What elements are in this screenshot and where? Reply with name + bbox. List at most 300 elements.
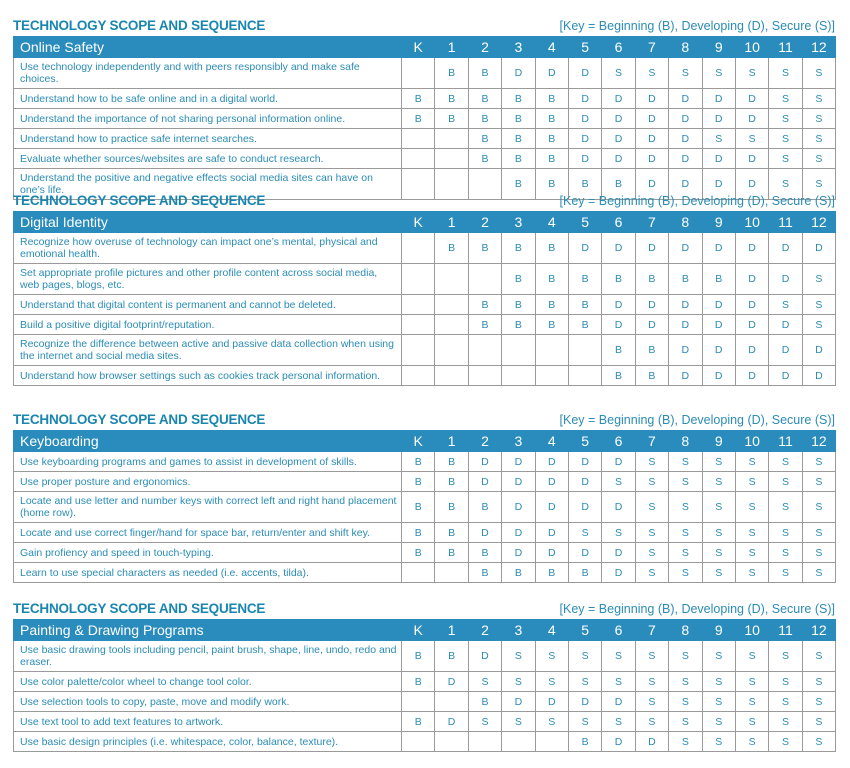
level-cell: [402, 264, 435, 295]
level-cell: D: [602, 452, 635, 472]
level-cell: D: [535, 452, 568, 472]
level-cell: D: [635, 233, 668, 264]
level-cell: D: [635, 295, 668, 315]
skill-description: Use text tool to add text features to artwork.: [14, 712, 402, 732]
level-cell: B: [435, 492, 468, 523]
grade-header: 2: [468, 212, 501, 233]
category-title: Online Safety: [14, 37, 402, 58]
level-cell: B: [502, 129, 535, 149]
level-cell: D: [468, 472, 501, 492]
grade-header: 12: [802, 212, 835, 233]
level-cell: D: [735, 89, 768, 109]
table-row: [14, 712, 836, 732]
level-cell: B: [435, 233, 468, 264]
level-cell: B: [669, 264, 702, 295]
level-cell: B: [468, 692, 501, 712]
level-cell: B: [535, 109, 568, 129]
level-cell: D: [535, 692, 568, 712]
level-cell: S: [769, 295, 802, 315]
level-cell: D: [568, 233, 601, 264]
grade-header: K: [402, 620, 435, 641]
level-cell: S: [769, 732, 802, 752]
level-cell: B: [535, 295, 568, 315]
level-cell: D: [602, 692, 635, 712]
grade-header: 11: [769, 212, 802, 233]
level-cell: S: [702, 452, 735, 472]
level-cell: D: [769, 366, 802, 386]
grade-header: 1: [435, 212, 468, 233]
grade-header: 10: [735, 37, 768, 58]
level-cell: B: [502, 89, 535, 109]
level-cell: B: [402, 109, 435, 129]
level-cell: D: [568, 109, 601, 129]
level-cell: B: [535, 149, 568, 169]
level-cell: [502, 366, 535, 386]
level-cell: S: [669, 712, 702, 732]
level-cell: [402, 149, 435, 169]
table-header-row: [14, 37, 836, 58]
level-cell: B: [702, 264, 735, 295]
level-cell: B: [502, 264, 535, 295]
level-cell: B: [468, 109, 501, 129]
level-cell: S: [802, 89, 835, 109]
level-cell: S: [669, 543, 702, 563]
skill-description: Understand the positive and negative effects social media sites can have on one’s life.: [14, 169, 402, 200]
level-cell: D: [735, 233, 768, 264]
level-cell: D: [435, 672, 468, 692]
level-cell: D: [468, 641, 501, 672]
level-cell: D: [702, 169, 735, 200]
section-online-safety: [13, 16, 835, 200]
table-header-row: [14, 431, 836, 452]
level-cell: S: [502, 672, 535, 692]
level-cell: B: [402, 89, 435, 109]
level-cell: B: [635, 335, 668, 366]
level-cell: S: [669, 492, 702, 523]
level-cell: D: [735, 169, 768, 200]
section-header: [13, 410, 835, 430]
level-cell: B: [568, 563, 601, 583]
skill-description: Recognize how overuse of technology can impact one’s mental, physical and emotional health.: [14, 233, 402, 264]
level-cell: S: [669, 58, 702, 89]
grade-header: 4: [535, 620, 568, 641]
level-cell: S: [735, 712, 768, 732]
grade-header: 12: [802, 37, 835, 58]
level-cell: B: [502, 149, 535, 169]
level-cell: B: [468, 563, 501, 583]
grade-header: 1: [435, 620, 468, 641]
level-cell: [402, 366, 435, 386]
table-row: [14, 89, 836, 109]
level-cell: B: [468, 58, 501, 89]
level-cell: D: [669, 335, 702, 366]
section-heading: TECHNOLOGY SCOPE AND SEQUENCE: [13, 193, 266, 208]
skill-description: Understand the importance of not sharing personal information online.: [14, 109, 402, 129]
level-cell: S: [802, 58, 835, 89]
level-cell: D: [769, 315, 802, 335]
level-cell: D: [802, 366, 835, 386]
level-cell: S: [702, 732, 735, 752]
grade-header: 2: [468, 620, 501, 641]
table-row: [14, 452, 836, 472]
grade-header: 7: [635, 431, 668, 452]
level-cell: S: [802, 129, 835, 149]
level-cell: S: [802, 692, 835, 712]
skill-description: Use color palette/color wheel to change tool color.: [14, 672, 402, 692]
level-cell: S: [702, 563, 735, 583]
grade-header: 4: [535, 37, 568, 58]
level-cell: B: [468, 315, 501, 335]
level-cell: B: [568, 295, 601, 315]
level-cell: S: [635, 712, 668, 732]
table-row: [14, 109, 836, 129]
level-cell: [468, 366, 501, 386]
level-cell: S: [635, 523, 668, 543]
grade-header: 3: [502, 212, 535, 233]
level-cell: D: [435, 712, 468, 732]
level-cell: S: [635, 472, 668, 492]
level-cell: B: [535, 129, 568, 149]
level-cell: B: [635, 366, 668, 386]
level-cell: D: [735, 264, 768, 295]
skill-description: Evaluate whether sources/websites are safe to conduct research.: [14, 149, 402, 169]
level-cell: B: [402, 523, 435, 543]
level-cell: B: [602, 335, 635, 366]
level-cell: D: [502, 492, 535, 523]
level-cell: S: [702, 472, 735, 492]
level-cell: S: [568, 641, 601, 672]
level-cell: S: [669, 472, 702, 492]
level-cell: D: [735, 109, 768, 129]
level-cell: D: [568, 129, 601, 149]
level-cell: S: [802, 641, 835, 672]
level-cell: D: [535, 492, 568, 523]
level-cell: S: [635, 641, 668, 672]
table-row: [14, 315, 836, 335]
skill-description: Set appropriate profile pictures and other profile content across social media, web pages, blogs, etc.: [14, 264, 402, 295]
level-cell: D: [602, 543, 635, 563]
level-cell: S: [802, 492, 835, 523]
grade-header: 8: [669, 37, 702, 58]
level-cell: S: [802, 264, 835, 295]
level-cell: D: [602, 732, 635, 752]
level-cell: S: [669, 452, 702, 472]
level-cell: S: [535, 641, 568, 672]
level-cell: B: [568, 732, 601, 752]
level-cell: S: [602, 712, 635, 732]
category-title: Digital Identity: [14, 212, 402, 233]
level-cell: S: [735, 563, 768, 583]
level-cell: D: [468, 452, 501, 472]
level-cell: B: [402, 452, 435, 472]
level-cell: B: [502, 233, 535, 264]
skill-description: Use proper posture and ergonomics.: [14, 472, 402, 492]
skill-description: Gain profiency and speed in touch-typing.: [14, 543, 402, 563]
grade-header: K: [402, 212, 435, 233]
level-cell: [402, 295, 435, 315]
level-cell: [435, 563, 468, 583]
level-cell: [402, 335, 435, 366]
table-row: [14, 149, 836, 169]
scope-table: [13, 36, 836, 200]
level-cell: S: [702, 523, 735, 543]
grade-header: K: [402, 37, 435, 58]
table-row: [14, 732, 836, 752]
level-cell: [402, 315, 435, 335]
level-cell: S: [769, 129, 802, 149]
level-cell: B: [435, 523, 468, 543]
level-cell: D: [502, 472, 535, 492]
level-cell: D: [735, 315, 768, 335]
level-cell: [468, 732, 501, 752]
level-cell: [402, 732, 435, 752]
level-cell: B: [468, 543, 501, 563]
level-cell: B: [635, 264, 668, 295]
level-cell: D: [468, 523, 501, 543]
grade-header: 5: [568, 37, 601, 58]
category-title: Painting & Drawing Programs: [14, 620, 402, 641]
level-cell: D: [702, 149, 735, 169]
level-cell: S: [602, 472, 635, 492]
skill-description: Understand how browser settings such as cookies track personal information.: [14, 366, 402, 386]
level-cell: S: [535, 712, 568, 732]
skill-description: Locate and use letter and number keys with correct left and right hand placement (home row).: [14, 492, 402, 523]
level-cell: D: [669, 295, 702, 315]
level-cell: D: [635, 89, 668, 109]
skill-description: Build a positive digital footprint/reputation.: [14, 315, 402, 335]
level-cell: [535, 335, 568, 366]
level-cell: D: [702, 335, 735, 366]
level-cell: S: [669, 732, 702, 752]
skill-description: Use selection tools to copy, paste, move and modify work.: [14, 692, 402, 712]
level-cell: S: [769, 672, 802, 692]
level-cell: [568, 335, 601, 366]
grade-header: K: [402, 431, 435, 452]
level-cell: D: [568, 89, 601, 109]
level-cell: S: [669, 672, 702, 692]
level-cell: S: [769, 452, 802, 472]
level-cell: S: [735, 58, 768, 89]
level-cell: D: [702, 366, 735, 386]
grade-header: 3: [502, 431, 535, 452]
scope-table: [13, 430, 836, 583]
level-cell: [402, 563, 435, 583]
level-cell: D: [669, 149, 702, 169]
level-cell: S: [769, 692, 802, 712]
grade-header: 3: [502, 620, 535, 641]
level-cell: D: [702, 109, 735, 129]
grade-header: 11: [769, 37, 802, 58]
level-cell: D: [735, 149, 768, 169]
category-title: Keyboarding: [14, 431, 402, 452]
grade-header: 9: [702, 212, 735, 233]
level-cell: D: [535, 543, 568, 563]
grade-header: 6: [602, 37, 635, 58]
grade-header: 5: [568, 431, 601, 452]
table-row: [14, 472, 836, 492]
level-cell: D: [568, 149, 601, 169]
level-cell: B: [502, 315, 535, 335]
grade-header: 6: [602, 431, 635, 452]
table-row: [14, 563, 836, 583]
level-cell: D: [568, 692, 601, 712]
skill-description: Understand that digital content is permanent and cannot be deleted.: [14, 295, 402, 315]
level-cell: D: [702, 89, 735, 109]
level-cell: D: [568, 492, 601, 523]
table-row: [14, 295, 836, 315]
grade-header: 6: [602, 212, 635, 233]
level-cell: S: [702, 672, 735, 692]
level-cell: S: [669, 692, 702, 712]
level-cell: D: [602, 492, 635, 523]
grade-header: 5: [568, 620, 601, 641]
level-cell: S: [735, 692, 768, 712]
grade-header: 12: [802, 431, 835, 452]
level-cell: S: [769, 543, 802, 563]
level-cell: B: [435, 452, 468, 472]
level-cell: D: [735, 295, 768, 315]
level-cell: [502, 732, 535, 752]
grade-header: 8: [669, 431, 702, 452]
grade-header: 4: [535, 212, 568, 233]
level-cell: B: [435, 109, 468, 129]
grade-header: 10: [735, 620, 768, 641]
level-cell: [402, 233, 435, 264]
skill-description: Use technology independently and with peers responsibly and make safe choices.: [14, 58, 402, 89]
level-cell: B: [535, 315, 568, 335]
level-cell: S: [635, 692, 668, 712]
level-cell: S: [735, 492, 768, 523]
grade-header: 8: [669, 212, 702, 233]
table-row: [14, 335, 836, 366]
level-cell: B: [402, 641, 435, 672]
level-cell: S: [769, 563, 802, 583]
level-cell: B: [535, 563, 568, 583]
level-cell: S: [769, 89, 802, 109]
grade-header: 6: [602, 620, 635, 641]
level-cell: D: [502, 452, 535, 472]
level-cell: B: [568, 264, 601, 295]
grade-header: 7: [635, 212, 668, 233]
level-cell: S: [802, 452, 835, 472]
level-cell: D: [669, 366, 702, 386]
level-cell: D: [602, 89, 635, 109]
level-cell: S: [802, 315, 835, 335]
level-cell: B: [535, 169, 568, 200]
level-cell: S: [769, 523, 802, 543]
table-row: [14, 672, 836, 692]
grade-header: 12: [802, 620, 835, 641]
level-cell: [535, 366, 568, 386]
scope-table: [13, 619, 836, 752]
grade-header: 7: [635, 620, 668, 641]
level-cell: S: [802, 523, 835, 543]
table-row: [14, 366, 836, 386]
level-cell: S: [602, 523, 635, 543]
level-cell: D: [669, 89, 702, 109]
grade-header: 2: [468, 37, 501, 58]
level-cell: S: [502, 641, 535, 672]
level-cell: D: [635, 129, 668, 149]
section-header: [13, 16, 835, 36]
level-cell: S: [635, 543, 668, 563]
level-cell: D: [602, 129, 635, 149]
grade-header: 9: [702, 431, 735, 452]
level-cell: B: [435, 58, 468, 89]
skill-description: Locate and use correct finger/hand for space bar, return/enter and shift key.: [14, 523, 402, 543]
grade-header: 3: [502, 37, 535, 58]
grade-header: 9: [702, 620, 735, 641]
level-cell: B: [602, 169, 635, 200]
level-cell: B: [502, 295, 535, 315]
level-cell: D: [735, 335, 768, 366]
skill-description: Use basic drawing tools including pencil, paint brush, shape, line, undo, redo and eraser.: [14, 641, 402, 672]
table-row: [14, 641, 836, 672]
level-cell: S: [769, 149, 802, 169]
level-cell: S: [568, 712, 601, 732]
level-cell: S: [468, 672, 501, 692]
level-cell: D: [568, 452, 601, 472]
level-cell: D: [568, 543, 601, 563]
level-cell: S: [769, 169, 802, 200]
level-cell: D: [535, 523, 568, 543]
level-cell: B: [435, 89, 468, 109]
skill-description: Recognize the difference between active and passive data collection when using the internet and social media sites.: [14, 335, 402, 366]
level-cell: B: [435, 543, 468, 563]
level-cell: S: [802, 149, 835, 169]
level-cell: D: [602, 295, 635, 315]
level-cell: [435, 315, 468, 335]
level-cell: B: [468, 89, 501, 109]
skill-description: Learn to use special characters as needed (i.e. accents, tilda).: [14, 563, 402, 583]
level-cell: B: [568, 169, 601, 200]
level-cell: S: [702, 712, 735, 732]
table-row: [14, 543, 836, 563]
level-cell: B: [502, 169, 535, 200]
level-cell: B: [568, 315, 601, 335]
grade-header: 5: [568, 212, 601, 233]
level-cell: S: [502, 712, 535, 732]
level-cell: [435, 335, 468, 366]
grade-header: 2: [468, 431, 501, 452]
level-cell: S: [802, 712, 835, 732]
level-cell: [435, 264, 468, 295]
level-cell: B: [502, 563, 535, 583]
skill-description: Use keyboarding programs and games to assist in development of skills.: [14, 452, 402, 472]
level-cell: S: [735, 452, 768, 472]
level-cell: D: [802, 335, 835, 366]
level-cell: S: [635, 492, 668, 523]
level-cell: D: [602, 563, 635, 583]
level-cell: B: [535, 89, 568, 109]
level-cell: S: [735, 641, 768, 672]
section-heading: TECHNOLOGY SCOPE AND SEQUENCE: [13, 601, 266, 616]
level-cell: B: [468, 149, 501, 169]
level-cell: S: [669, 523, 702, 543]
level-cell: S: [802, 295, 835, 315]
level-cell: S: [735, 543, 768, 563]
level-cell: B: [402, 543, 435, 563]
level-cell: B: [602, 366, 635, 386]
table-row: [14, 264, 836, 295]
level-cell: [402, 129, 435, 149]
level-cell: D: [602, 109, 635, 129]
level-cell: [435, 692, 468, 712]
level-cell: D: [769, 233, 802, 264]
level-cell: D: [502, 523, 535, 543]
level-cell: S: [702, 58, 735, 89]
level-cell: [468, 335, 501, 366]
